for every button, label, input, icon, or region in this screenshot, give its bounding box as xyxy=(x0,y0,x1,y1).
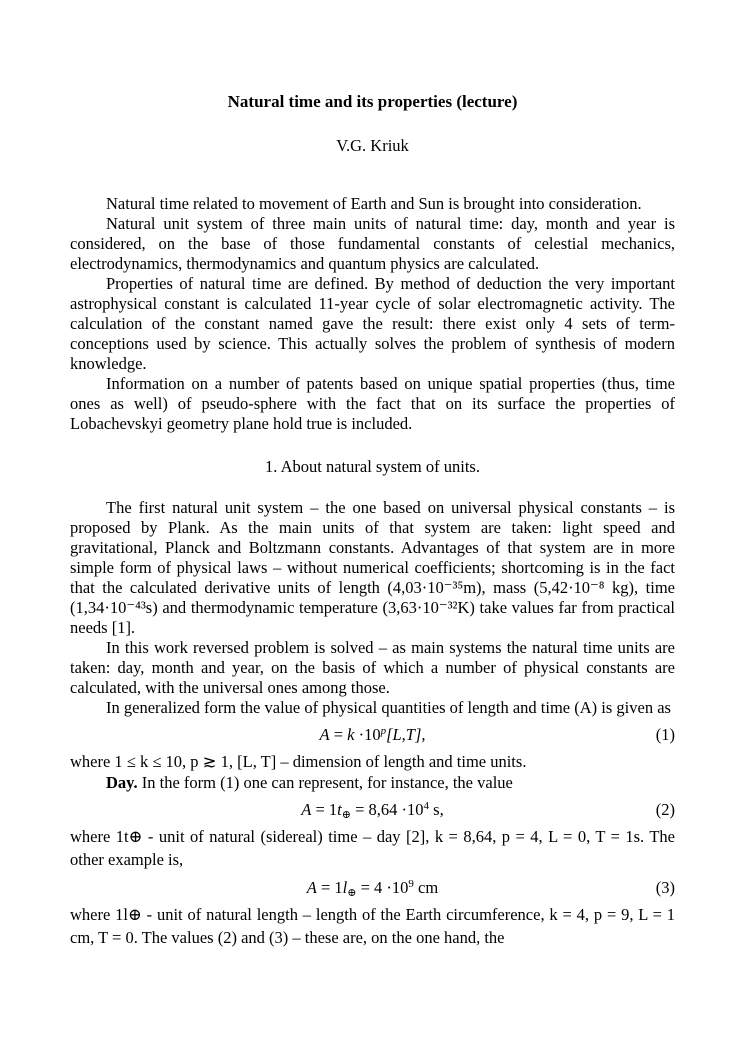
equation-1-exponent: p xyxy=(380,725,387,737)
equation-1 xyxy=(319,725,425,744)
equation-2-equals: = 1 xyxy=(311,800,338,819)
section-heading: 1. About natural system of units. xyxy=(265,457,480,476)
equation-1-dimension: [L,T], xyxy=(386,725,426,744)
equation-2-unit: s, xyxy=(429,800,444,819)
equation-3 xyxy=(307,878,438,897)
where-line-3: where 1l⊕ - unit of natural length – length of the Earth circumference, k = 4, p = 9, L = 1 cm, T = 0. The values (2) and (3) – these are, on the one hand, the xyxy=(70,905,675,947)
doc-author: V.G. Kriuk xyxy=(336,136,409,155)
equation-3-value: = 4 ·10 xyxy=(356,878,409,897)
equation-3-var-A: A xyxy=(306,878,317,897)
equation-2-exponent: 4 xyxy=(423,800,430,812)
equation-1-var-A: A xyxy=(319,725,330,744)
equation-3-var-l: l xyxy=(342,878,348,897)
doc-title: Natural time and its properties (lecture) xyxy=(227,92,518,111)
where-line-2: where 1t⊕ - unit of natural (sidereal) time – day [2], k = 8,64, p = 4, L = 0, T = 1s. The other example is, xyxy=(70,827,675,869)
abstract-paragraph-3: Properties of natural time are defined. By method of deduction the very important astrophysical constant is calculated 11-year cycle of solar electromagnetic activity. The calculation of the constant named gave the result: there exist only 4 sets of term-conceptions used by science. This actually solves the problem of synthesis of modern knowledge. xyxy=(70,274,675,373)
equation-3-number: (3) xyxy=(655,878,675,897)
equation-2-var-A: A xyxy=(301,800,312,819)
equation-2-number: (2) xyxy=(655,800,675,819)
equation-3-exponent: 9 xyxy=(408,878,414,890)
abstract-paragraph-2: Natural unit system of three main units of natural time: day, month and year is considered, on the base of those fundamental constants of celestial mechanics, electrodynamics, thermodynamics and quantum physics are calculated. xyxy=(70,214,675,273)
day-paragraph xyxy=(70,773,675,793)
equation-2-var-t: t xyxy=(337,800,342,819)
equation-1-base: ·10 xyxy=(354,725,381,744)
day-label: Day. xyxy=(106,773,138,792)
abstract-paragraph-1: Natural time related to movement of Earth and Sun is brought into consideration. xyxy=(106,194,642,213)
day-text: In the form (1) one can represent, for instance, the value xyxy=(137,773,513,792)
where-line-1: where 1 ≤ k ≤ 10, p ≳ 1, [L, T] – dimension of length and time units. xyxy=(70,752,527,771)
equation-3-unit: cm xyxy=(413,878,439,897)
equation-1-row xyxy=(70,722,675,748)
section-paragraph-3: In generalized form the value of physical quantities of length and time (A) is given as xyxy=(106,698,671,717)
section-paragraph-1: The first natural unit system – the one based on universal physical constants – is proposed by Plank. As the main units of that system are taken: light speed and gravitational, Planck and Boltzmann constants. Advantages of that system are in more simple form of physical laws – without numerical coefficients; shortcoming is in the fact that the calculated derivative units of length (4,03·10⁻³⁵m), mass (5,42·10⁻⁸ kg), time (1,34·10⁻⁴³s) and thermodynamic temperature (3,63·10⁻³²K) take values far from practical needs [1]. xyxy=(70,498,675,637)
section-paragraph-2: In this work reversed problem is solved – as main systems the natural time units are taken: day, month and year, on the basis of which a number of physical constants are calculated, with the universal ones among those. xyxy=(70,638,675,697)
equation-3-row xyxy=(70,875,675,901)
equation-1-equals: = xyxy=(329,725,348,744)
abstract-paragraph-4: Information on a number of patents based on unique spatial properties (thus, time ones as well) of pseudo-sphere with the fact that on its surface the properties of Lobachevskyi geometry plane hold true is included. xyxy=(70,374,675,433)
equation-3-equals: = 1 xyxy=(316,878,343,897)
equation-2-value: = 8,64 ·10 xyxy=(350,800,424,819)
equation-3-earth-subscript: ⊕ xyxy=(347,887,357,899)
equation-1-var-k: k xyxy=(347,725,355,744)
equation-2 xyxy=(301,800,443,819)
equation-1-number: (1) xyxy=(655,725,675,744)
equation-2-earth-subscript: ⊕ xyxy=(341,809,351,821)
equation-2-row xyxy=(70,797,675,823)
